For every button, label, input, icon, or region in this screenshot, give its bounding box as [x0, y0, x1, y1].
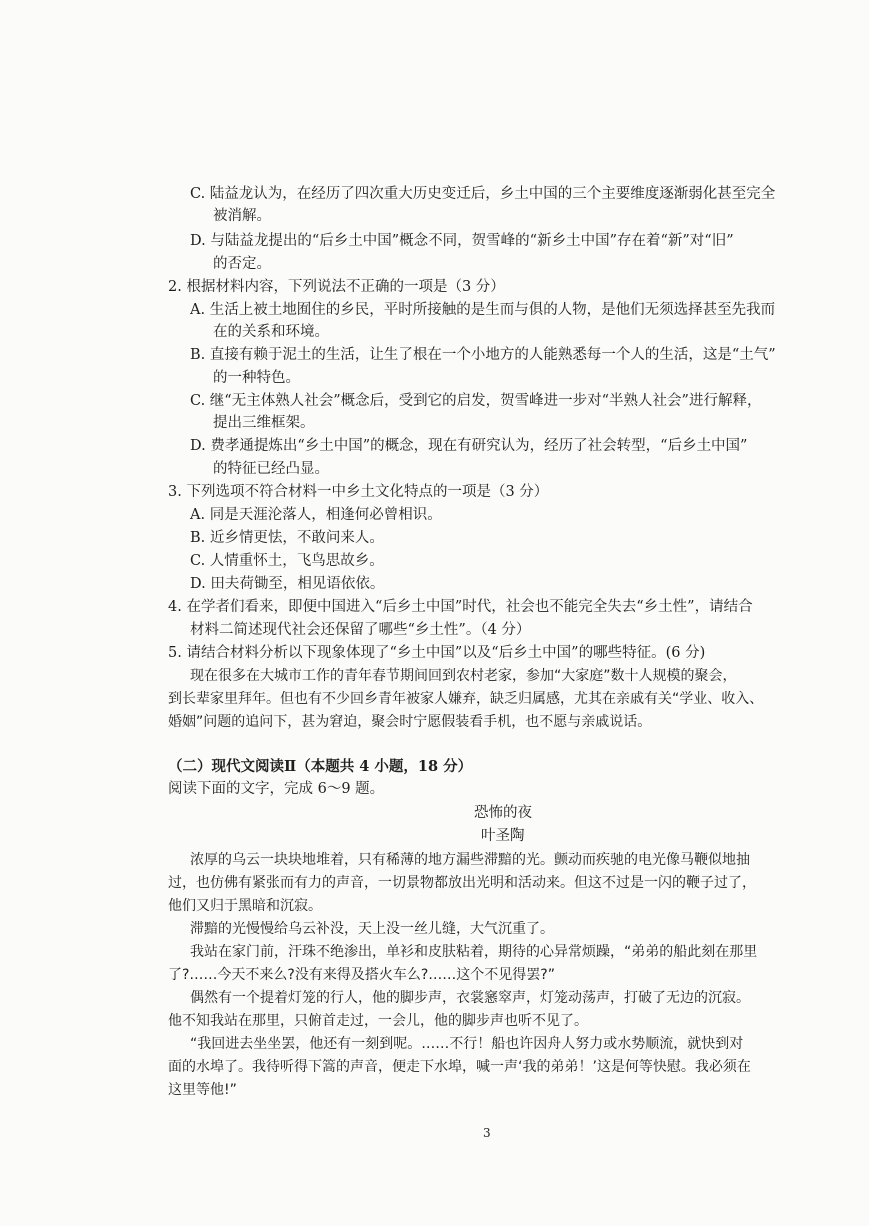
story-p3-line2: 了?……今天不来么?没有来得及搭火车么?……这个不见得罢?” [168, 967, 555, 983]
q2-option-b-line1: B. 直接有赖于泥土的生活，让生了根在一个小地方的人能熟悉每一个人的生活，这是“土气” [190, 347, 776, 363]
q2-option-c-line2: 提出三维框架。 [213, 415, 315, 431]
story-p1-line3: 他们又归于黑暗和沉寂。 [168, 898, 322, 914]
q5-passage-line3: 婚姻”问题的追问下，甚为窘迫，聚会时宁愿假装看手机，也不愿与亲戚说话。 [168, 714, 652, 730]
q2-stem: 2. 根据材料内容，下列说法不正确的一项是（3 分） [168, 279, 505, 295]
q2-option-a-line2: 在的关系和环境。 [213, 324, 329, 340]
q3-option-b: B. 近乡情更怯，不敢问来人。 [190, 530, 384, 546]
q2-option-d-line1: D. 费孝通提炼出“乡土中国”的概念，现在有研究认为，经历了社会转型，“后乡土中国” [190, 438, 748, 454]
story-title: 恐怖的夜 [474, 805, 532, 821]
section2-heading: （二）现代文阅读Ⅱ（本题共 4 小题，18 分） [168, 758, 473, 775]
q2-option-b-line2: 的一种特色。 [213, 370, 300, 386]
story-p1-line2: 过，也仿佛有紧张而有力的声音，一切景物都放出光明和活动来。但这不过是一闪的鞭子过了， [168, 875, 756, 891]
q4-line2: 材料二简述现代社会还保留了哪些“乡土性”。（4 分） [190, 622, 531, 638]
q4-line1: 4. 在学者们看来，即便中国进入“后乡土中国”时代，社会也不能完全失去“乡土性”，请结合 [168, 599, 753, 615]
q3-option-d: D. 田夫荷锄至，相见语依依。 [190, 576, 385, 592]
story-p5-line1: “我回进去坐坐罢，他还有一刻到呢。……不行！船也许因舟人努力或水势顺流，就快到对 [190, 1036, 744, 1052]
story-p1-line1: 浓厚的乌云一块块地堆着，只有稀薄的地方漏些滞黯的光。颤动而疾驰的电光像马鞭似地抽 [190, 852, 750, 868]
q2-option-c-line1: C. 继“无主体熟人社会”概念后，受到它的启发，贺雪峰进一步对“半熟人社会”进行解释， [190, 393, 762, 409]
story-p4-line1: 偶然有一个提着灯笼的行人，他的脚步声，衣裳窸窣声，灯笼动荡声，打破了无边的沉寂。 [190, 990, 750, 1006]
story-p5-line2: 面的水埠了。我待听得下篙的声音，便走下水埠，喊一声‘我的弟弟！’这是何等快慰。我必须在 [168, 1059, 751, 1075]
q1-option-d-line1: D. 与陆益龙提出的“后乡土中国”概念不同，贺雪峰的“新乡土中国”存在着“新”对“旧” [190, 233, 734, 249]
q2-option-a-line1: A. 生活上被土地囿住的乡民，平时所接触的是生而与俱的人物，是他们无须选择甚至先我而 [190, 302, 776, 318]
q1-option-c-line2: 被消解。 [213, 208, 271, 224]
q1-option-c-line1: C. 陆益龙认为，在经历了四次重大历史变迁后，乡土中国的三个主要维度逐渐弱化甚至完全 [190, 186, 776, 202]
q5-passage-line2: 到长辈家里拜年。但也有不少回乡青年被家人嫌弃，缺乏归属感，尤其在亲戚有关“学业、收入、 [168, 691, 764, 707]
q5-passage-line1: 现在很多在大城市工作的青年春节期间回到农村老家，参加“大家庭”数十人规模的聚会， [190, 668, 737, 684]
story-p4-line2: 他不知我站在那里，只俯首走过，一会儿，他的脚步声也听不见了。 [168, 1013, 588, 1029]
story-author: 叶圣陶 [481, 828, 525, 844]
q1-option-d-line2: 的否定。 [213, 256, 271, 272]
story-p3-line1: 我站在家门前，汗珠不绝渗出，单衫和皮肤粘着，期待的心异常烦躁，“弟弟的船此刻在那里 [190, 944, 758, 960]
q2-option-d-line2: 的特征已经凸显。 [213, 461, 329, 477]
story-p5-line3: 这里等他!” [168, 1082, 237, 1098]
q5-stem: 5. 请结合材料分析以下现象体现了“乡土中国”以及“后乡土中国”的哪些特征。(6 分) [168, 645, 706, 661]
story-p2: 滞黯的光慢慢给乌云补没，天上没一丝儿缝，大气沉重了。 [190, 921, 554, 937]
page-number: 3 [483, 1126, 491, 1140]
q3-stem: 3. 下列选项不符合材料一中乡土文化特点的一项是（3 分） [168, 484, 549, 500]
q3-option-c: C. 人情重怀土，飞鸟思故乡。 [190, 553, 384, 569]
q3-option-a: A. 同是天涯沦落人，相逢何必曾相识。 [190, 507, 442, 523]
section2-instruction: 阅读下面的文字，完成 6～9 题。 [168, 781, 385, 797]
